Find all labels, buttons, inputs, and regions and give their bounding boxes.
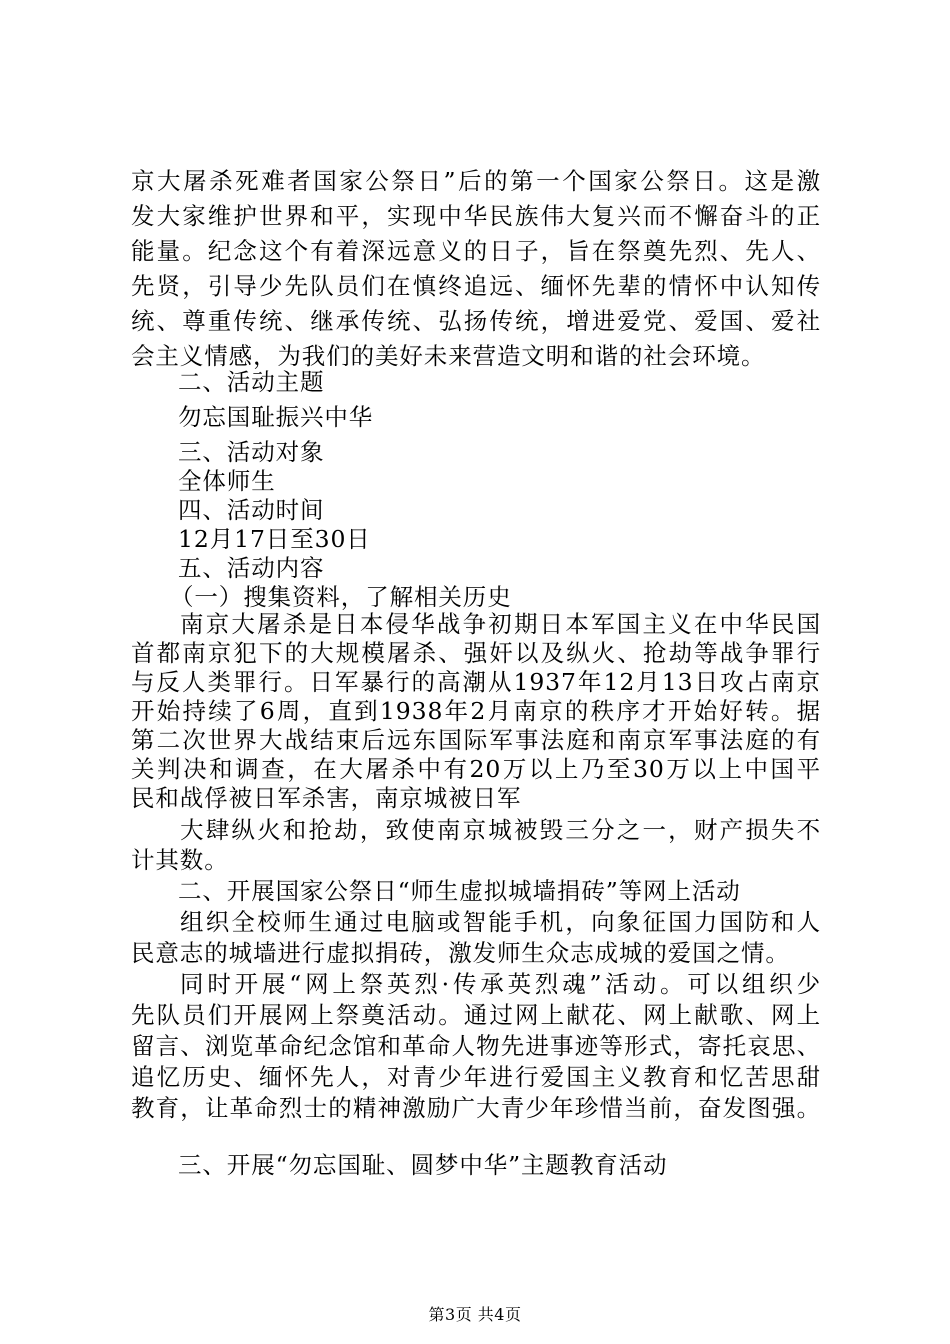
target-heading: 三、活动对象	[178, 438, 325, 466]
intro-line: 统、尊重传统、继承传统、弘扬传统，增进爱党、爱国、爱社	[131, 307, 821, 335]
history-cont-line: 大肆纵火和抢劫，致使南京城被毁三分之一，财产损失不	[180, 816, 821, 844]
history-line: 关判决和调查，在大屠杀中有20万以上乃至30万以上中国平	[131, 755, 821, 783]
online-p1-line: 组织全校师生通过电脑或智能手机，向象征国力国防和人	[180, 908, 821, 936]
intro-line: 会主义情感，为我们的美好未来营造文明和谐的社会环境。	[131, 342, 766, 370]
content-heading: 五、活动内容	[178, 554, 325, 582]
online-p2-line: 先队员们开展网上祭奠活动。通过网上献花、网上献歌、网上	[131, 1001, 821, 1029]
online-p2-line: 追忆历史、缅怀先人，对青少年进行爱国主义教育和忆苦思甜	[131, 1063, 821, 1091]
history-line: 南京大屠杀是日本侵华战争初期日本军国主义在中华民国	[180, 610, 821, 638]
history-cont-line: 计其数。	[131, 846, 229, 874]
online-p2-line: 留言、浏览革命纪念馆和革命人物先进事迹等形式，寄托哀思、	[131, 1032, 821, 1060]
intro-line: 京大屠杀死难者国家公祭日”后的第一个国家公祭日。这是激	[131, 167, 821, 195]
online-p2-line: 同时开展“网上祭英烈·传承英烈魂”活动。可以组织少	[180, 970, 821, 998]
history-line: 第二次世界大战结束后远东国际军事法庭和南京军事法庭的有	[131, 726, 821, 754]
history-line: 与反人类罪行。日军暴行的高潮从1937年12月13日攻占南京	[131, 668, 821, 696]
history-line: 首都南京犯下的大规模屠杀、强奸以及纵火、抢劫等战争罪行	[131, 639, 821, 667]
intro-line: 能量。纪念这个有着深远意义的日子，旨在祭奠先烈、先人、	[131, 237, 821, 265]
time-value: 12月17日至30日	[178, 525, 371, 553]
theme-edu-heading: 三、开展“勿忘国耻、圆梦中华”主题教育活动	[178, 1151, 668, 1179]
time-heading: 四、活动时间	[178, 496, 325, 524]
theme-heading: 二、活动主题	[178, 368, 325, 396]
online-p2-line: 教育，让革命烈士的精神激励广大青少年珍惜当前，奋发图强。	[131, 1094, 821, 1122]
theme-value: 勿忘国耻振兴中华	[178, 403, 374, 431]
target-value: 全体师生	[178, 467, 276, 495]
page-footer: 第3页 共4页	[428, 1305, 522, 1324]
online-p1-line: 民意志的城墙进行虚拟捐砖，激发师生众志成城的爱国之情。	[131, 939, 790, 967]
intro-line: 发大家维护世界和平，实现中华民族伟大复兴而不懈奋斗的正	[131, 202, 821, 230]
sub1-heading: （一）搜集资料，了解相关历史	[170, 583, 512, 611]
history-line: 开始持续了6周，直到1938年2月南京的秩序才开始好转。据	[131, 697, 821, 725]
intro-line: 先贤，引导少先队员们在慎终追远、缅怀先辈的情怀中认知传	[131, 272, 821, 300]
history-line: 民和战俘被日军杀害，南京城被日军	[131, 784, 522, 812]
online-heading: 二、开展国家公祭日“师生虚拟城墙捐砖”等网上活动	[178, 877, 741, 905]
